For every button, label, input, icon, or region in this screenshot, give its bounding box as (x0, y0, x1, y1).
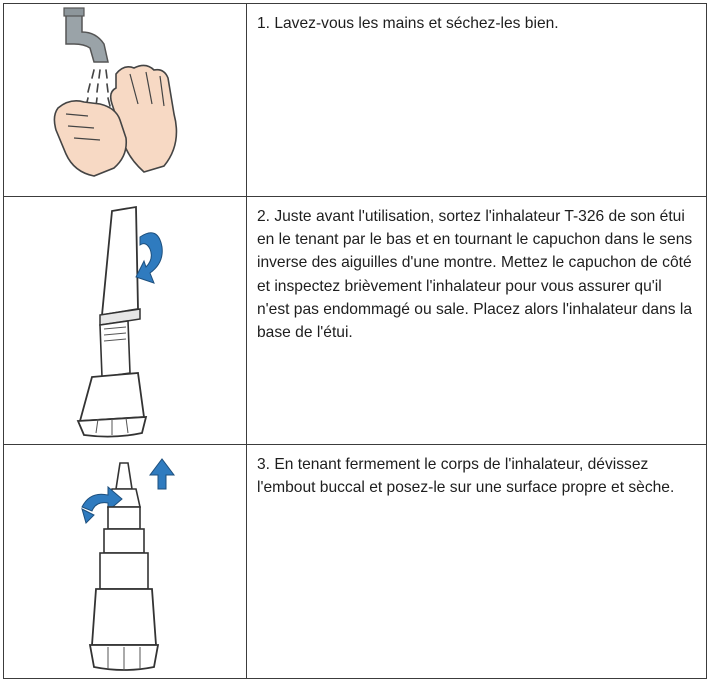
step-3-text: 3. En tenant fermement le corps de l'inhalateur, dévissez l'embout buccal et posez-le sur une surface propre et sèche. (257, 456, 675, 497)
step-3-illustration-cell (4, 445, 247, 679)
inhaler-cap-removal-icon (4, 197, 246, 444)
step-1-illustration-cell (4, 4, 247, 197)
mouthpiece-unscrew-icon (4, 445, 246, 678)
step-2-illustration-cell (4, 197, 247, 445)
step-1-text: 1. Lavez-vous les mains et séchez-les bien. (257, 15, 559, 32)
step-2-text: 2. Juste avant l'utilisation, sortez l'inhalateur T-326 de son étui en le tenant par le bas et en tournant le capuchon dans le sens inverse des aiguilles d'une montre. Mettez le capuchon de côté et inspectez brièvement l'inhalateur pour vous assurer qu'il n'est pas endommagé ou sale. Placez alors l'inhalateur dans la base de l'étui. (257, 208, 693, 342)
step-row-1 (4, 4, 707, 197)
hand-washing-icon (4, 4, 246, 196)
step-2-text-cell (247, 197, 707, 445)
step-3-text-cell (247, 445, 707, 679)
step-row-2 (4, 197, 707, 445)
step-row-3 (4, 445, 707, 679)
instructions-table (3, 3, 707, 679)
step-1-text-cell (247, 4, 707, 197)
